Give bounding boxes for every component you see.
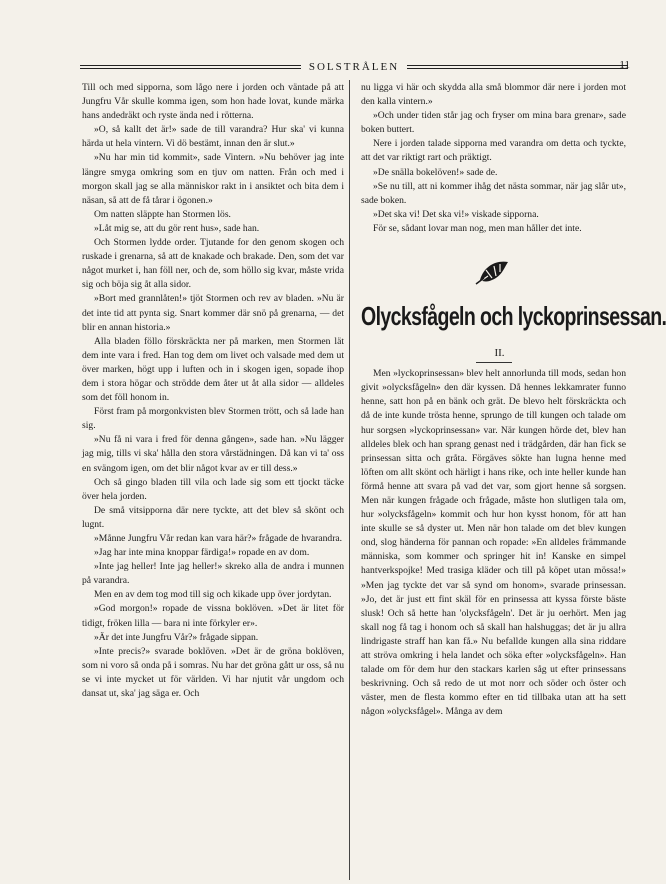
chapter-rule — [476, 362, 512, 363]
column-divider — [349, 80, 350, 880]
paragraph: »Är det inte Jungfru Vår?» frågade sippan. — [94, 631, 259, 643]
paragraph: »Det ska vi! Det ska vi!» viskade sipporna. — [373, 208, 539, 220]
paragraph: »Låt mig se, att du gör rent hus», sade han. — [94, 222, 260, 234]
paragraph: Och Stormen lydde order. Tjutande for den genom skogen och ruskade i grenarna, så att de knakade och brakade. Den, som det var något murket i, han föll ner, och de, som höllo sig kvar, måste vrida sig och böja sig åt alla sidor. — [82, 237, 344, 291]
right-column — [361, 81, 666, 881]
paragraph: »Jag har inte mina knoppar färdiga!» ropade en av dom. — [94, 547, 310, 559]
paragraph: »Inte jag heller! Inte jag heller!» skreko alla de andra i munnen på varandra. — [82, 561, 344, 587]
paragraph: »De snälla bokelöven!» sade de. — [373, 166, 498, 178]
paragraph: »Nu få ni vara i fred för denna gången», sade han. »Nu lägger jag mig, tills vi ska' hålla den stora vårstädningen. Då kan vi ta' oss en svängom igen, om det blir något kvar av er till dess.» — [82, 434, 344, 474]
paragraph: »Och under tiden står jag och fryser om mina bara grenar», sade boken buttert. — [361, 110, 626, 136]
paragraph: »Inte precis?» svarade boklöven. »Det är de gröna boklöven, som ni voro så onda på i somras. Nu har det gröna gått ur oss, så nu se vi inte mycket ut för världen. Vi har njutit vår ungdom och dansat ut, ska' jag säga er. Och — [82, 645, 344, 700]
paragraph: Om natten släppte han Stormen lös. — [94, 208, 231, 220]
paragraph: »Se nu till, att ni kommer ihåg det nästa sommar, när jag slår ut», sade boken. — [361, 180, 626, 206]
paragraph: De små vitsipporna där nere tyckte, att det blev så skönt och lugnt. — [82, 504, 344, 530]
paragraph: »O, så kallt det är!» sade de till varandra? Hur ska' vi kunna härda ut hela vintern. Vi dö bestämt, innan den är slut.» — [82, 124, 344, 150]
header-rule-right — [407, 65, 628, 69]
paragraph: »Bort med grannlåten!» tjöt Stormen och rev av bladen. »Nu är det inte tid att pynta sig. Snart kommer där snö på grenarna, — det blir en annan historia.» — [82, 293, 344, 333]
left-column — [82, 81, 344, 881]
paragraph: För se, sådant lovar man nog, men man håller det inte. — [373, 222, 582, 234]
paragraph: »Månne Jungfru Vår redan kan vara här?» frågade de hvarandra. — [94, 533, 343, 544]
paragraph: Och så gingo bladen till vila och lade sig som ett tjockt täcke över hela jorden. — [82, 476, 344, 502]
paragraph: Men en av dem tog mod till sig och kikade upp över jordytan. — [94, 589, 332, 601]
page-number: 11 — [619, 59, 630, 71]
story-title: Olycksfågeln och lyckoprinsessan. — [361, 302, 666, 332]
leaf-ornament-icon — [474, 256, 514, 286]
paragraph: Men »lyckoprinsessan» blev helt annorlunda till mods, sedan hon givit »olycksfågeln» den där kyssen. Då hennes lekkamrater funno henne, satt hon på en bänk och grät. De blevo helt förskräckta och då de inte kunde trösta henne, sprungo de till kungen och talade om hur sorgsen »lyckoprinsessan» var. När kungen hörde det, blev han alldeles blek och han sprang genast ned i trädgården, där han fick se prinsessan sitta och gråta. Förgäves sökte han lugna henne med löften om allt skönt och härligt i hans rike, och inte heller kunde han förmå henne att svara på vad det var, som gjort henne så sorgsen. Men när kungen frågade och frågade, måste hon slutligen tala om, hur »olycksfågeln» kommit och hur hon kysst honom, för att han inte skulle se så dyster ut. Men när hon talade om det blev kungen ond, slog händerna för pannan och ropade: »En alldeles främmande människa, som kommer och springer hit in! Kanske en simpel hantverkspojke! Med trasiga kläder och till på köpet utan mössa!» »Men jag tyckte det var så synd om honom», svarade prinsessan. »Jo, det är just ett fint skäl för en prinsessa att kyssa förste bäste slusk! Och så hette han 'olycksfågeln'. Det är ju oerhört. Men jag skall nog få tag i honom och så skall han halshuggas; det är ju allra lindrigaste straff han kan få.» Nu befallde kungen alla sina riddare att ströva omkring i hela landet och söka efter »olycksfågeln». Han talade om för dem hur den stackars karlen såg ut efter prinsessans beskrivning. Och så redo de ut mot norr och söder och öster och väster, men de flesta kommo efter en tid tillbaka utan att ha sett någon »olycksfågel». Många av dem — [361, 368, 626, 718]
paragraph: Till och med sipporna, som lågo nere i jorden och väntade på att Jungfru Vår skulle komma igen, som hon hade lovat, kunde märka hans andedräkt och ryste ända ned i rötterna. — [82, 82, 344, 122]
paragraph: »God morgon!» ropade de vissna boklöven. »Det är litet för tidigt, fröken lilla — bara ni inte förkyler er». — [82, 603, 344, 629]
paragraph: Nere i jorden talade sipporna med varandra om detta och tyckte, att det var riktigt rart och präktigt. — [361, 138, 626, 164]
paragraph: Alla bladen föllo förskräckta ner på marken, men Stormen lät dem inte vara i fred. Han tog dem om livet och valsade med dem ut över marken, högt upp i luften och in i skogen igen, sopade ihop dem i stora högar och strödde dem åter ut åt alla sidor — alldeles som det föll honom in. — [82, 335, 344, 404]
magazine-title: SOLSTRÅLEN — [308, 61, 400, 73]
paragraph: »Nu har min tid kommit», sade Vintern. »Nu behöver jag inte längre smyga omkring som en tjuv om natten. Från och med i morgon skall jag se alla människor rakt in i ansiktet och bita dem i näsan, så att de få tårar i ögonen.» — [82, 152, 344, 206]
chapter-heading: II. — [494, 347, 505, 360]
header-rule-left — [80, 65, 301, 69]
running-header — [80, 58, 628, 76]
paragraph: nu ligga vi här och skydda alla små blommor där nere i jorden mot den kalla vintern.» — [361, 82, 626, 108]
paragraph: Först fram på morgonkvisten blev Stormen trött, och så lade han sig. — [82, 406, 344, 432]
